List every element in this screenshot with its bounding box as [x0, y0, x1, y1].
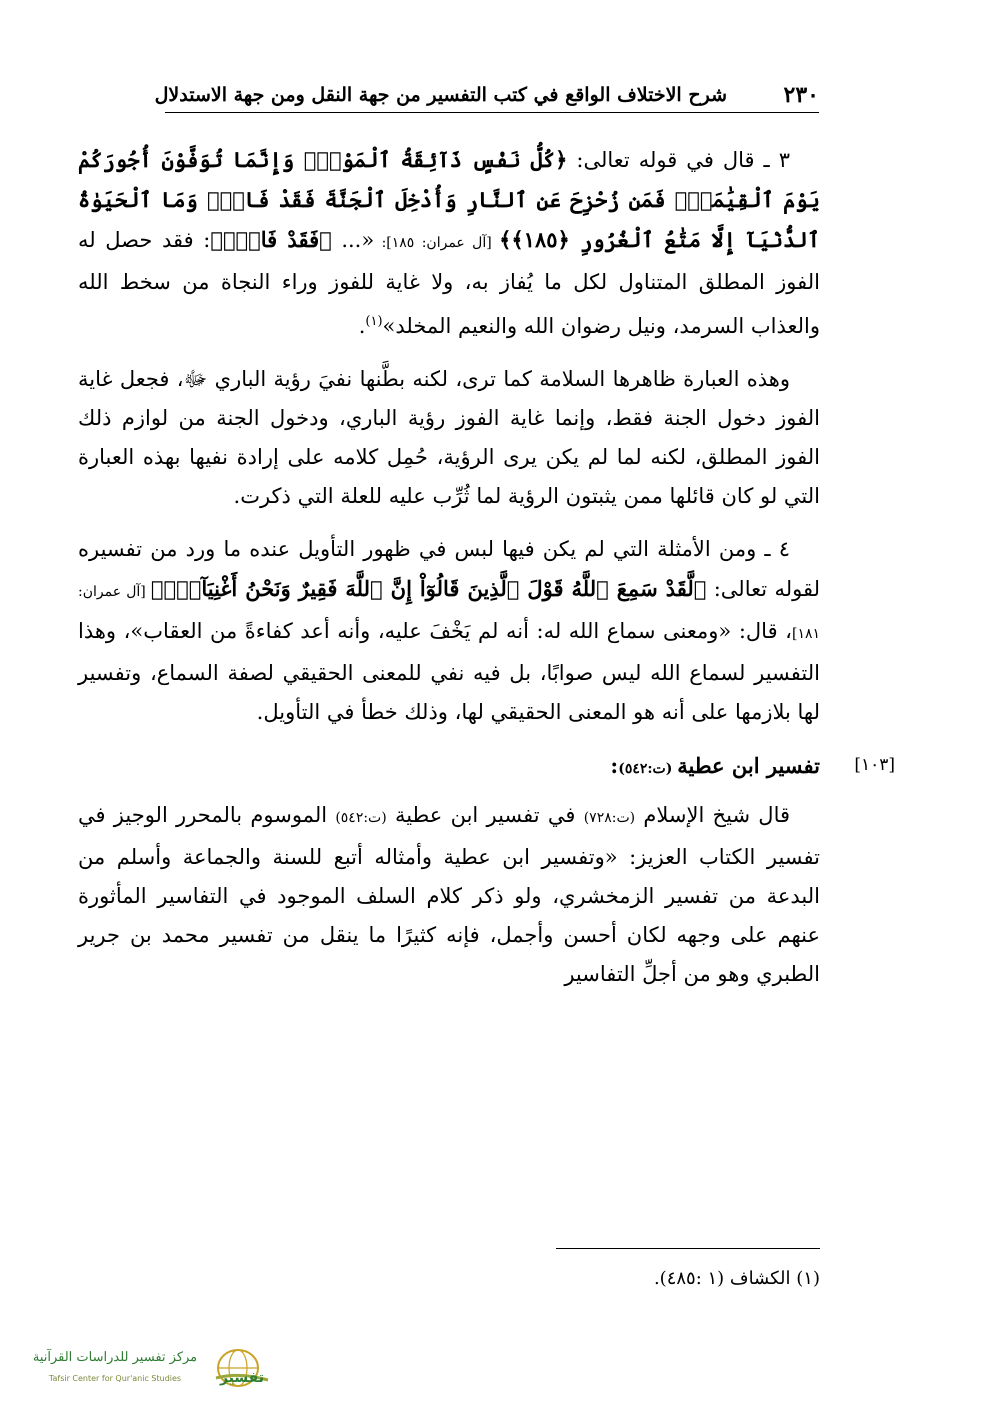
logo-english-text: Tafsir Center for Qur'anic Studies [48, 1374, 182, 1383]
paragraph-intro: ٣ ـ قال في قوله تعالى: [567, 148, 790, 172]
paragraph-intro: ٤ ـ ومن الأمثلة التي لم يكن فيها لبس في ظهور التأويل عنده ما ورد من تفسيره لقوله تعالى: [78, 537, 821, 601]
paragraph-commentary: وهذه العبارة ظاهرها السلامة كما ترى، لكنه بطَّنها نفيَ رؤية الباري ﷻ، فجعل غاية الفوز دخول الجنة فقط، وإنما غاية الفوز رؤية الباري، ودخول الجنة من لوازم ذلك الفوز المطلق، لكنه لما لم يكن يرى الرؤية، حُمِل كلامه على إرادة نفيها بهذه العبارة التي لو كان قائلها ممن يثبتون الرؤية لما ثُرِّب عليه للعلة التي ذكرت. [78, 367, 820, 508]
paragraph-text: : فقد حصل له الفوز المطلق المتناول لكل ما يُفاز به، ولا غاية للفوز وراء النجاة من سخط الله والعذاب السرمد، ونيل رضوان الله والنعيم المخلد» [78, 228, 820, 338]
verse-reference: [آل عمران: ١٨٥]: [374, 235, 500, 251]
body-text [78, 140, 895, 1008]
section-colon: : [610, 753, 619, 778]
death-date: (ت:٥٤٢) [335, 810, 387, 826]
logo-mark-text: تفسير [219, 1370, 265, 1386]
section-number: [١٠٣] [854, 755, 895, 775]
paragraph-text-c: الموسوم بالمحرر الوجيز في تفسير الكتاب العزيز: «وتفسير ابن عطية وأمثاله أتبع للسنة والجماعة وأسلم من البدعة من تفسير الزمخشري، ولو ذكر كلام السلف الموجود في التفاسير المأثورة عنهم على وجهه لكان أحسن وأجمل، فإنه كثيرًا ما ينقل من تفسير محمد بن جرير الطبري وهو من أجلِّ التفاسير [78, 803, 820, 986]
paragraph-ibn-atiyya [78, 796, 820, 994]
footnote-divider [556, 1248, 820, 1249]
globe-logo-icon [212, 1344, 270, 1394]
verse-reference: [آل عمران: ١٨١] [78, 584, 820, 642]
quran-verse: ﴿كُلُّ نَفْسٍ ذَآئِقَةُ ٱلْمَوْتِۗ وَإِنَّمَا تُوَفَّوْنَ أُجُورَكُمْ يَوْمَ ٱلْقِيَٰمَةِۖ فَمَن زُحْزِحَ عَنِ ٱلنَّارِ وَأُدْخِلَ ٱلْجَنَّةَ فَقَدْ فَازَۗ وَمَا ٱلْحَيَوٰةُ ٱلدُّنْيَآ إِلَّا مَتَٰعُ ٱلْغُرُورِ ﴿١٨٥﴾﴾ [78, 147, 820, 252]
section-title-text: تفسير ابن عطية [677, 753, 820, 778]
footnote-marker: (١) [365, 314, 383, 329]
paragraph-example-3 [78, 140, 820, 346]
paragraph-example-4 [78, 530, 820, 732]
logo-arabic-text: مركز تفسير للدراسات القرآنية [32, 1350, 198, 1365]
death-date: (ت:٧٢٨) [583, 810, 636, 826]
section-title [610, 746, 820, 789]
quote-start: «... [331, 228, 375, 252]
quran-verse-excerpt: ﴿فَقَدْ فَازَۗ﴾ [210, 227, 332, 252]
section-heading [78, 746, 895, 786]
paragraph-text: ، قال: «ومعنى سماع الله له: أنه لم يَخْفَ عليه، وأنه أعد كفاءةً من العقاب»، وهذا التفسير لسماع الله ليس صوابًا، بل فيه نفي للمعنى الحقيقي لصفة السماع، وتفسير لها بلازمها على أنه هو المعنى الحقيقي لها، وذلك خطأ في التأويل. [78, 619, 820, 724]
publisher-logo [20, 1340, 272, 1398]
paragraph-end: . [358, 314, 366, 338]
death-date: (ت:٥٤٢) [618, 761, 678, 777]
paragraph-text-a: قال شيخ الإسلام [635, 803, 790, 827]
page-header [154, 78, 819, 113]
footnote: (١) الكشاف (١ :٤٨٥). [653, 1268, 820, 1289]
paragraph-text-b: في تفسير ابن عطية [386, 803, 584, 827]
running-title: شرح الاختلاف الواقع في كتب التفسير من جهة النقل ومن جهة الاستدلال [154, 84, 727, 106]
page-number: ٢٣٠ [783, 82, 819, 108]
quran-verse: ﴿لَّقَدْ سَمِعَ ٱللَّهُ قَوْلَ ٱلَّذِينَ قَالُوٓاْ إِنَّ ٱللَّهَ فَقِيرٌ وَنَحْنُ أَغْنِيَآءُۘ﴾ [150, 576, 707, 601]
